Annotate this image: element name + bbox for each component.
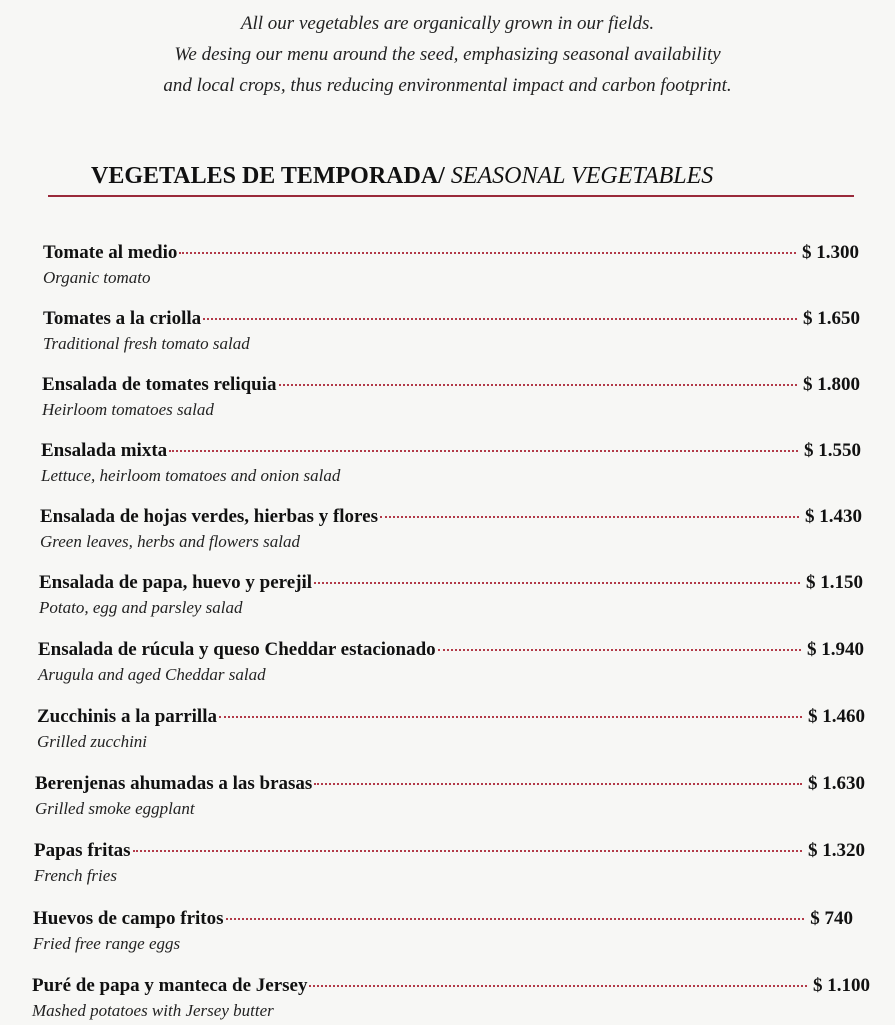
dot-leader bbox=[179, 252, 796, 254]
menu-item-price: $ 1.430 bbox=[805, 506, 862, 527]
menu-item-name: Ensalada mixta bbox=[41, 440, 168, 461]
menu-item-name: Puré de papa y manteca de Jersey bbox=[32, 975, 308, 996]
menu-item-name: Huevos de campo fritos bbox=[33, 908, 224, 929]
dot-leader bbox=[226, 918, 805, 920]
dot-leader bbox=[133, 850, 802, 852]
intro-text bbox=[0, 8, 895, 101]
menu-item-name: Ensalada de hojas verdes, hierbas y flores bbox=[40, 506, 378, 527]
menu-item bbox=[32, 975, 870, 1025]
menu-item-name: Ensalada de papa, huevo y perejil bbox=[39, 572, 313, 593]
menu-item bbox=[34, 840, 865, 890]
dot-leader bbox=[219, 716, 802, 718]
menu-item-description: Grilled smoke eggplant bbox=[35, 799, 195, 818]
menu-item-description: Mashed potatoes with Jersey butter bbox=[32, 1001, 274, 1020]
section-title-spanish: VEGETALES DE TEMPORADA/ bbox=[91, 163, 445, 189]
menu-item-description: Fried free range eggs bbox=[33, 934, 181, 953]
menu-item-description: Green leaves, herbs and flowers salad bbox=[40, 532, 301, 551]
menu-item-description: French fries bbox=[34, 866, 117, 885]
intro-line-2: We desing our menu around the seed, emphasizing seasonal availability bbox=[174, 44, 721, 65]
menu-item-description: Traditional fresh tomato salad bbox=[43, 334, 250, 353]
dot-leader bbox=[169, 450, 798, 452]
menu-item bbox=[43, 242, 859, 292]
menu-item-price: $ 1.550 bbox=[804, 440, 861, 461]
menu-item-price: $ 1.630 bbox=[808, 773, 865, 794]
intro-line-1: All our vegetables are organically grown in our fields. bbox=[240, 13, 655, 34]
menu-item-name: Zucchinis a la parrilla bbox=[37, 706, 217, 727]
section-title-english: SEASONAL VEGETABLES bbox=[444, 163, 714, 189]
menu-item-price: $ 1.320 bbox=[808, 840, 865, 861]
section-title bbox=[91, 160, 713, 192]
menu-item-name: Ensalada de tomates reliquia bbox=[42, 374, 277, 395]
menu-item-description: Grilled zucchini bbox=[37, 732, 148, 751]
dot-leader bbox=[309, 985, 807, 987]
menu-item-name: Tomates a la criolla bbox=[43, 308, 202, 329]
menu-item-description: Arugula and aged Cheddar salad bbox=[38, 665, 266, 684]
menu-item-name: Berenjenas ahumadas a las brasas bbox=[35, 773, 313, 794]
menu-item-price: $ 1.150 bbox=[806, 572, 863, 593]
menu-item bbox=[40, 506, 862, 556]
dot-leader bbox=[314, 783, 802, 785]
dot-leader bbox=[279, 384, 797, 386]
intro-line-3: and local crops, thus reducing environmental impact and carbon footprint. bbox=[163, 75, 732, 96]
menu-item-price: $ 1.940 bbox=[807, 639, 864, 660]
dot-leader bbox=[314, 582, 800, 584]
menu-item bbox=[43, 308, 860, 358]
menu-item-price: $ 1.100 bbox=[813, 975, 870, 996]
dot-leader bbox=[380, 516, 799, 518]
menu-item bbox=[37, 706, 865, 756]
menu-item-name: Tomate al medio bbox=[43, 242, 178, 263]
menu-item-description: Potato, egg and parsley salad bbox=[39, 598, 243, 617]
dot-leader bbox=[438, 649, 801, 651]
menu-item bbox=[35, 773, 865, 823]
menu-item-price: $ 1.460 bbox=[808, 706, 865, 727]
menu-item bbox=[41, 440, 861, 490]
menu-item-price: $ 1.800 bbox=[803, 374, 860, 395]
menu-item-price: $ 1.650 bbox=[803, 308, 860, 329]
menu-item bbox=[42, 374, 860, 424]
section-divider bbox=[48, 195, 854, 197]
menu-item-description: Lettuce, heirloom tomatoes and onion salad bbox=[41, 466, 341, 485]
menu-item-name: Ensalada de rúcula y queso Cheddar estacionado bbox=[38, 639, 436, 660]
menu-item-price: $ 1.300 bbox=[802, 242, 859, 263]
menu-item bbox=[33, 908, 853, 958]
menu-item-name: Papas fritas bbox=[34, 840, 131, 861]
menu-item-description: Heirloom tomatoes salad bbox=[42, 400, 214, 419]
menu-item-description: Organic tomato bbox=[43, 268, 151, 287]
menu-item bbox=[38, 639, 864, 689]
menu-item-price: $ 740 bbox=[810, 908, 853, 929]
dot-leader bbox=[203, 318, 797, 320]
menu-item bbox=[39, 572, 863, 622]
